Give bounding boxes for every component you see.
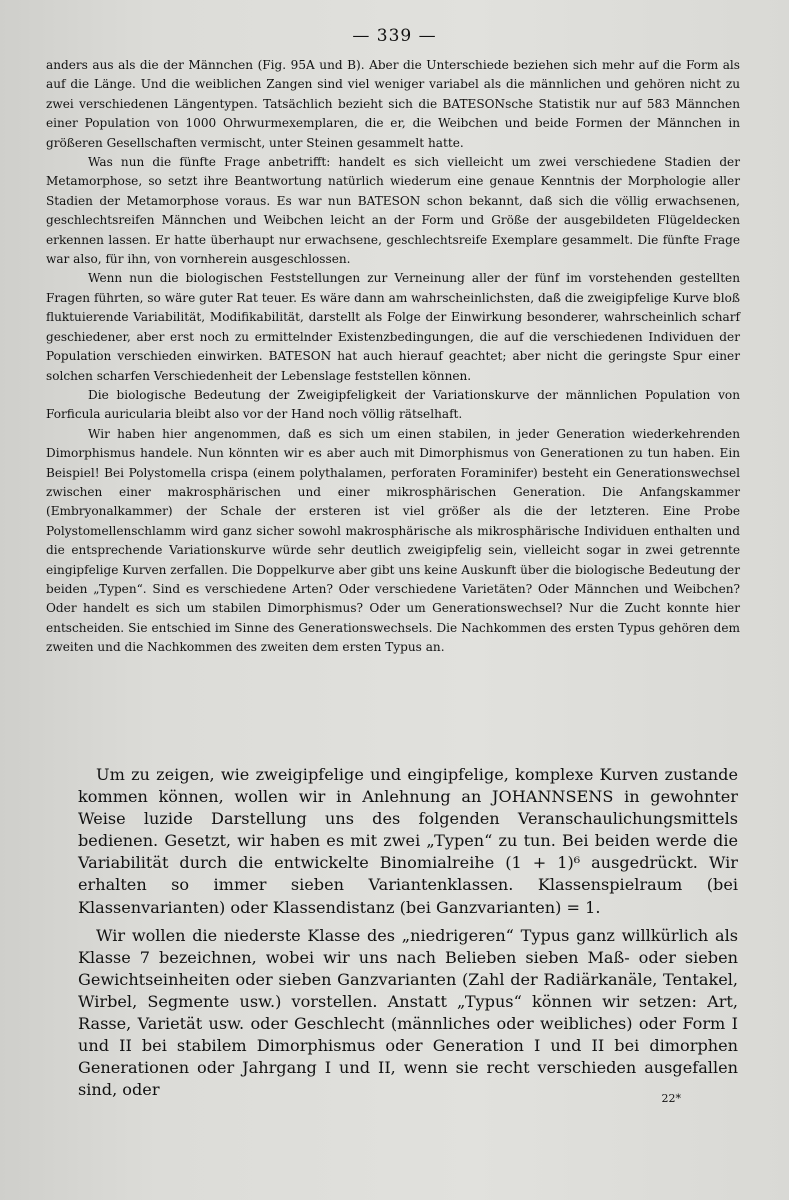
paragraph: Die biologische Bedeutung der Zweigipfeligkeit der Variationskurve der männlichen Population von Forficula auricularia bleibt also vor der Hand noch völlig rätselhaft. bbox=[46, 387, 740, 422]
paragraph: Was nun die fünfte Frage anbetrifft: handelt es sich vielleicht um zwei verschiedene Stadien der Metamorphose, so setzt ihre Beantwortung natürlich wiederum eine genaue Kenntnis der Morphologie aller Stadien der Metamorphose voraus. Es war nun BATESON schon bekannt, daß sich die völlig erwachsenen, geschlechtsreifen Männchen und Weibchen leicht an der Form und Größe der ausgebildeten Flügeldecken erkennen lassen. Er hatte überhaupt nur erwachsene, geschlechtsreife Exemplare gesammelt. Die fünfte Frage war also, für ihn, von vornherein ausgeschlossen. bbox=[46, 155, 740, 267]
paragraph: Wenn nun die biologischen Feststellungen zur Verneinung aller der fünf im vorstehenden gestellten Fragen führten, so wäre guter Rat teuer. Es wäre dann am wahrscheinlichsten, daß die zweigipfelige Kurve bloß fluktuierende Variabilität, Modifikabilität, darstellt als Folge der Einwirkung besonderer, wahrscheinlich scharf geschiedener, aber erst noch zu ermittelnder Existenzbedingungen, die auf die verschiedenen Individuen der Population verschieden einwirken. BATESON hat auch hierauf geachtet; aber nicht die geringste Spur einer solchen scharfen Verschiedenheit der Lebenslage feststellen können. bbox=[46, 271, 740, 383]
page-number: — 339 — bbox=[352, 26, 437, 46]
paragraph: Wir wollen die niederste Klasse des „niedrigeren“ Typus ganz willkürlich als Klasse 7 bezeichnen, wobei wir uns nach Belieben sieben Maß- oder sieben Gewichtseinheiten oder sieben Ganzvarianten (Zahl der Radiärkanäle, Tentakel, Wirbel, Segmente usw.) vorstellen. Anstatt „Typus“ können wir setzen: Art, Rasse, Varietät usw. oder Geschlecht (männliches oder weibliches) oder Form I und II bei stabilem Dimorphismus oder Generation I und II bei dimorphen Generationen oder Jahrgang I und II, wenn sie recht verschieden ausgefallen sind, oder bbox=[78, 925, 738, 1100]
paragraph: Um zu zeigen, wie zweigipfelige und eingipfelige, komplexe Kurven zustande kommen können, wollen wir in Anlehnung an JOHANNSENS in gewohnter Weise luzide Darstellung uns des folgenden Veranschaulichungsmittels bedienen. Gesetzt, wir haben es mit zwei „Typen“ zu tun. Bei beiden werde die Variabilität durch die entwickelte Binomialreihe (1 + 1)⁶ ausgedrückt. Wir erhalten so immer sieben Variantenklassen. Klassenspielraum (bei Klassenvarianten) oder Klassendistanz (bei Ganzvarianten) = 1. bbox=[78, 765, 738, 917]
small-print-section bbox=[46, 56, 740, 658]
main-print-section bbox=[78, 764, 738, 1107]
paragraph: anders aus als die der Männchen (Fig. 95A und B). Aber die Unterschiede beziehen sich mehr auf die Form als auf die Länge. Und die weiblichen Zangen sind viel weniger variabel als die männlichen und gehören nicht zu zwei verschiedenen Längentypen. Tatsächlich bezieht sich die BATESONsche Statistik nur auf 583 Männchen einer Population von 1000 Ohrwurmexemplaren, die er, die Weibchen und beide Formen der Männchen in größeren Gesellschaften vermischt, unter Steinen gesammelt hatte. bbox=[46, 58, 740, 150]
signature-mark: 22* bbox=[661, 1092, 681, 1105]
paragraph: Wir haben hier angenommen, daß es sich um einen stabilen, in jeder Generation wiederkehrenden Dimorphismus handele. Nun könnten wir es aber auch mit Dimorphismus von Generationen zu tun haben. Ein Beispiel! Bei Polystomella crispa (einem polythalamen, perforaten Foraminifer) besteht ein Generationswechsel zwischen einer makrosphärischen und einer mikrosphärischen Generation. Die Anfangskammer (Embryonalkammer) der Schale der ersteren ist viel größer als die der letzteren. Eine Probe Polystomellenschlamm wird ganz sicher sowohl makrosphärische als mikrosphärische Individuen enthalten und die entsprechende Variationskurve würde sehr deutlich zweigipfelig sein, vielleicht sogar in zwei getrennte eingipfelige Kurven zerfallen. Die Doppelkurve aber gibt uns keine Auskunft über die biologische Bedeutung der beiden „Typen“. Sind es verschiedene Arten? Oder verschiedene Varietäten? Oder Männchen und Weibchen? Oder handelt es sich um stabilen Dimorphismus? Oder um Generationswechsel? Nur die Zucht konnte hier entscheiden. Sie entschied im Sinne des Generationswechsels. Die Nachkommen des ersten Typus gehören dem zweiten und die Nachkommen des zweiten dem ersten Typus an. bbox=[46, 426, 740, 655]
